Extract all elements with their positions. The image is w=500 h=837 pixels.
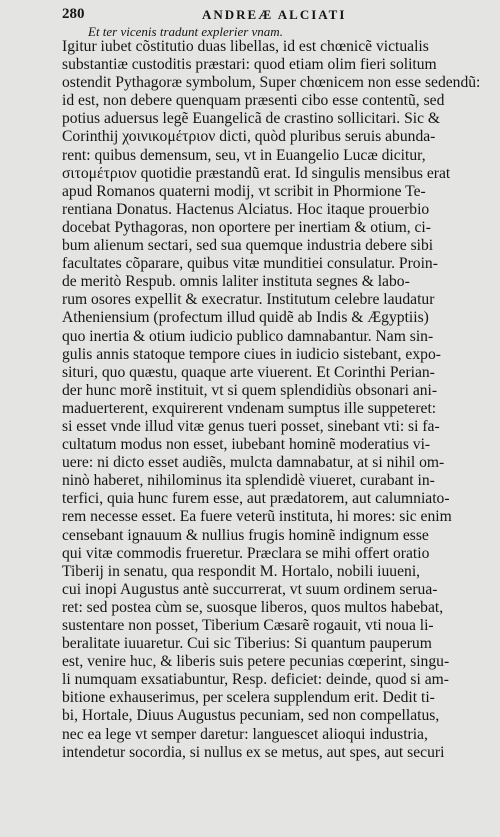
- text-line: beralitate iuuaretur. Cui sic Tiberius: Si quantum pauperum: [62, 635, 432, 653]
- text-line: bitione exhauserimus, per scelera supplendum erit. Dedit ti-: [62, 689, 435, 707]
- text-line: qui vitæ commodis frueretur. Præclara se mihi offert oratio: [62, 544, 430, 562]
- page-number: 280: [62, 6, 85, 22]
- text-line: rentiana Donatus. Hactenus Alciatus. Hoc itaque prouerbio: [62, 200, 430, 218]
- page-header: [62, 6, 470, 24]
- text-line: substantiæ custoditis præstari: quod etiam olim fieri solitum: [62, 56, 437, 74]
- text-line: gulis annis statoque tempore ciues in iudicio sistebant, expo-: [62, 345, 441, 363]
- text-line: Igitur iubet cõstitutio duas libellas, id est chœnicẽ victualis: [62, 38, 429, 55]
- text-line: li numquam exsatiabuntur, Resp. deficiet: deinde, quod si am-: [62, 671, 449, 689]
- verse-catchline: Et ter vicenis tradunt explerier vnam.: [88, 24, 283, 39]
- text-line: ostendit Pythagoræ symbolum, Super chœnicem non esse sedendũ:: [62, 74, 481, 92]
- text-line: nec ea lege vt semper daretur: languescet alioqui industria,: [62, 725, 428, 743]
- text-line: si esset vnde illud vitæ genus tueri posset, sinebant vti: si fa-: [62, 417, 440, 435]
- text-line: ret: sed postea cùm se, suosque liberos, quos multos habebat,: [62, 598, 444, 616]
- text-line: uere: ni dicto esset audiẽs, mulcta damnabatur, at si nihil om-: [62, 454, 445, 472]
- text-line: quo inertia & otium iudicio publico damnabantur. Nam sin-: [62, 327, 434, 345]
- text-line: est, venire huc, & liberis suis petere pecunias cœperint, singu-: [62, 653, 450, 671]
- text-line: σιτομέτριον quotidie præstandũ erat. Id singulis mensibus erat: [62, 164, 451, 182]
- text-line: rent: quibus demensum, seu, vt in Euangelio Lucæ dicitur,: [62, 146, 426, 164]
- body-text: [62, 38, 492, 762]
- text-line: cultatum modus non esset, iubebant hominẽ moderatius vi-: [62, 436, 431, 454]
- text-line: Atheniensium (profectum illud quidẽ ab Indis & Ægyptiis): [62, 309, 429, 327]
- text-line: Tiberij in senatu, qua respondit M. Hortalo, nobili iuueni,: [62, 562, 421, 580]
- text-line: rem necesse esset. Ea fuere veterũ instituta, hi mores: sic enim: [62, 508, 452, 526]
- text-line: maduerterent, exquirerent vndenam sumptus ille suppeteret:: [62, 399, 437, 417]
- text-line: id est, non debere quenquam præsenti cibo esse contentũ, sed: [62, 92, 445, 110]
- text-line: terfici, quia hunc furem esse, aut prædatorem, aut calumniato-: [62, 490, 450, 508]
- text-line: sustentare non posset, Tiberium Cæsarẽ rogauit, vti noua li-: [62, 617, 434, 634]
- text-line: facultates cõparare, quibus vitæ munditiei consulatur. Proin-: [62, 255, 438, 273]
- text-line: cui inopi Augustus antè succurrerat, vt suum ordinem serua-: [62, 580, 438, 598]
- text-line: bi, Hortale, Diuus Augustus pecuniam, sed non compellatus,: [62, 707, 440, 725]
- text-line: der hunc morẽ instituit, vt si quem splendidiùs obsonari ani-: [62, 381, 438, 399]
- text-line: de meritò Respub. omnis laliter instituta segnes & labo-: [62, 273, 410, 291]
- text-line: situri, quo quæstu, quaque arte viuerent. Et Corinthi Perian-: [62, 363, 435, 381]
- text-line: docebat Pythagoras, non oportere per inertiam & otium, ci-: [62, 218, 431, 236]
- text-line: apud Romanos quaterni modij, vt scribit in Phormione Te-: [62, 182, 426, 200]
- text-line: rum osores expellit & execratur. Institutum celebre laudatur: [62, 291, 435, 309]
- running-title: ANDREÆ ALCIATI: [202, 7, 347, 22]
- text-line: censebant ignauum & nullius frugis hominẽ indignum esse: [62, 526, 429, 544]
- text-line: ninò haberet, nihilominus ita splendidè viueret, curabant in-: [62, 472, 435, 490]
- text-line: intendetur socordia, si nullus ex se metus, aut spes, aut securi: [62, 743, 445, 761]
- text-line: Corinthij χοινικομέτριον dicti, quòd pluribus seruis abunda-: [62, 128, 436, 146]
- text-line: potius aduersus legẽ Euangelicã de crastino sollicitari. Sic &: [62, 110, 441, 128]
- text-line: bum alienum sectari, sed sua quemque industria debere sibi: [62, 237, 434, 255]
